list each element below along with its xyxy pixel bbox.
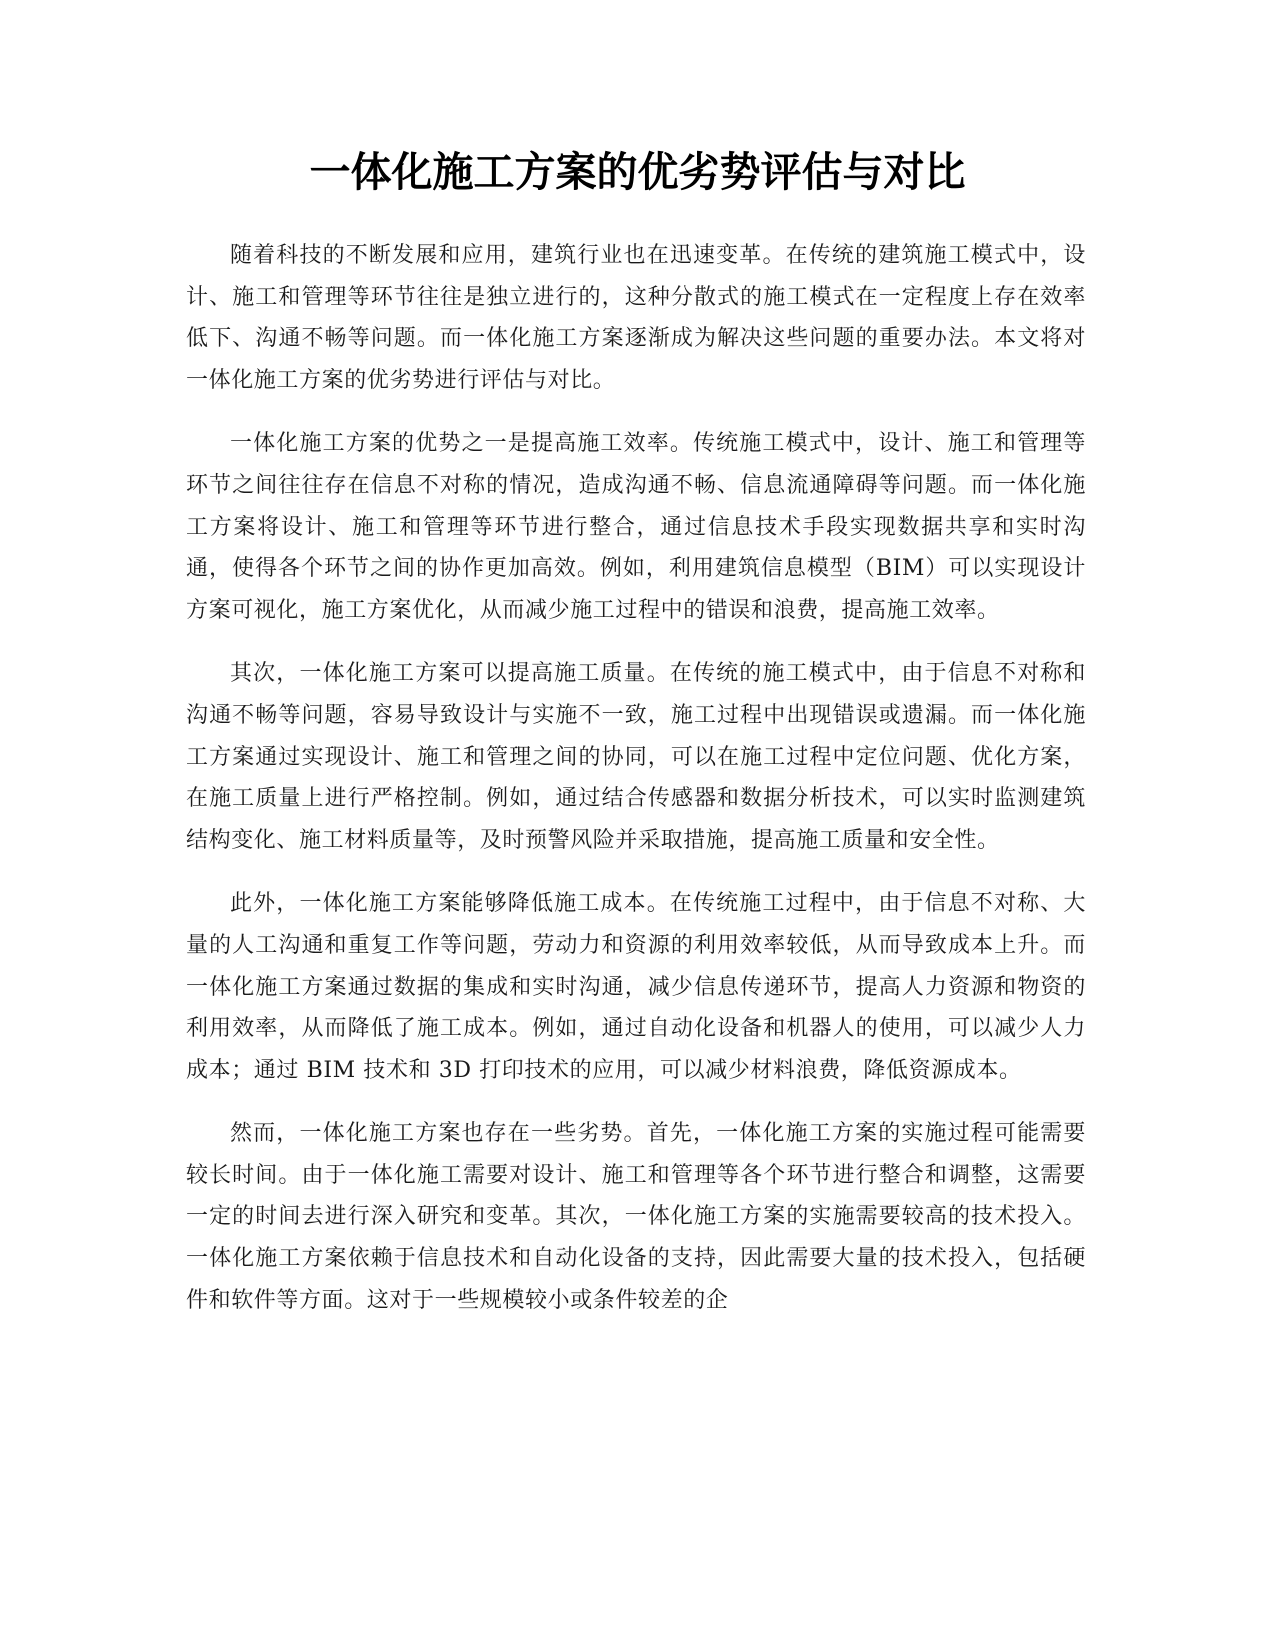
paragraph-cost: 此外，一体化施工方案能够降低施工成本。在传统施工过程中，由于信息不对称、大量的人工沟通和重复工作等问题，劳动力和资源的利用效率较低，从而导致成本上升。而一体化施工方案通过数据的集成和实时沟通，减少信息传递环节，提高人力资源和物资的利用效率，从而降低了施工成本。例如，通过自动化设备和机器人的使用，可以减少人力成本；通过 BIM 技术和 3D 打印技术的应用，可以减少材料浪费，降低资源成本。 bbox=[186, 891, 1086, 1083]
paragraph-intro: 随着科技的不断发展和应用，建筑行业也在迅速变革。在传统的建筑施工模式中，设计、施工和管理等环节往往是独立进行的，这种分散式的施工模式在一定程度上存在效率低下、沟通不畅等问题。而一体化施工方案逐渐成为解决这些问题的重要办法。本文将对一体化施工方案的优劣势进行评估与对比。 bbox=[186, 243, 1086, 393]
paragraph-quality: 其次，一体化施工方案可以提高施工质量。在传统的施工模式中，由于信息不对称和沟通不畅等问题，容易导致设计与实施不一致，施工过程中出现错误或遗漏。而一体化施工方案通过实现设计、施工和管理之间的协同，可以在施工过程中定位问题、优化方案，在施工质量上进行严格控制。例如，通过结合传感器和数据分析技术，可以实时监测建筑结构变化、施工材料质量等，及时预警风险并采取措施，提高施工质量和安全性。 bbox=[186, 661, 1086, 853]
paragraph-efficiency: 一体化施工方案的优势之一是提高施工效率。传统施工模式中，设计、施工和管理等环节之间往往存在信息不对称的情况，造成沟通不畅、信息流通障碍等问题。而一体化施工方案将设计、施工和管理等环节进行整合，通过信息技术手段实现数据共享和实时沟通，使得各个环节之间的协作更加高效。例如，利用建筑信息模型（BIM）可以实现设计方案可视化，施工方案优化，从而减少施工过程中的错误和浪费，提高施工效率。 bbox=[186, 431, 1086, 623]
document-body bbox=[186, 235, 1086, 1343]
paragraph-disadvantages: 然而，一体化施工方案也存在一些劣势。首先，一体化施工方案的实施过程可能需要较长时间。由于一体化施工需要对设计、施工和管理等各个环节进行整合和调整，这需要一定的时间去进行深入研究和变革。其次，一体化施工方案的实施需要较高的技术投入。一体化施工方案依赖于信息技术和自动化设备的支持，因此需要大量的技术投入，包括硬件和软件等方面。这对于一些规模较小或条件较差的企 bbox=[186, 1121, 1086, 1313]
document-title: 一体化施工方案的优劣势评估与对比 bbox=[309, 148, 966, 196]
